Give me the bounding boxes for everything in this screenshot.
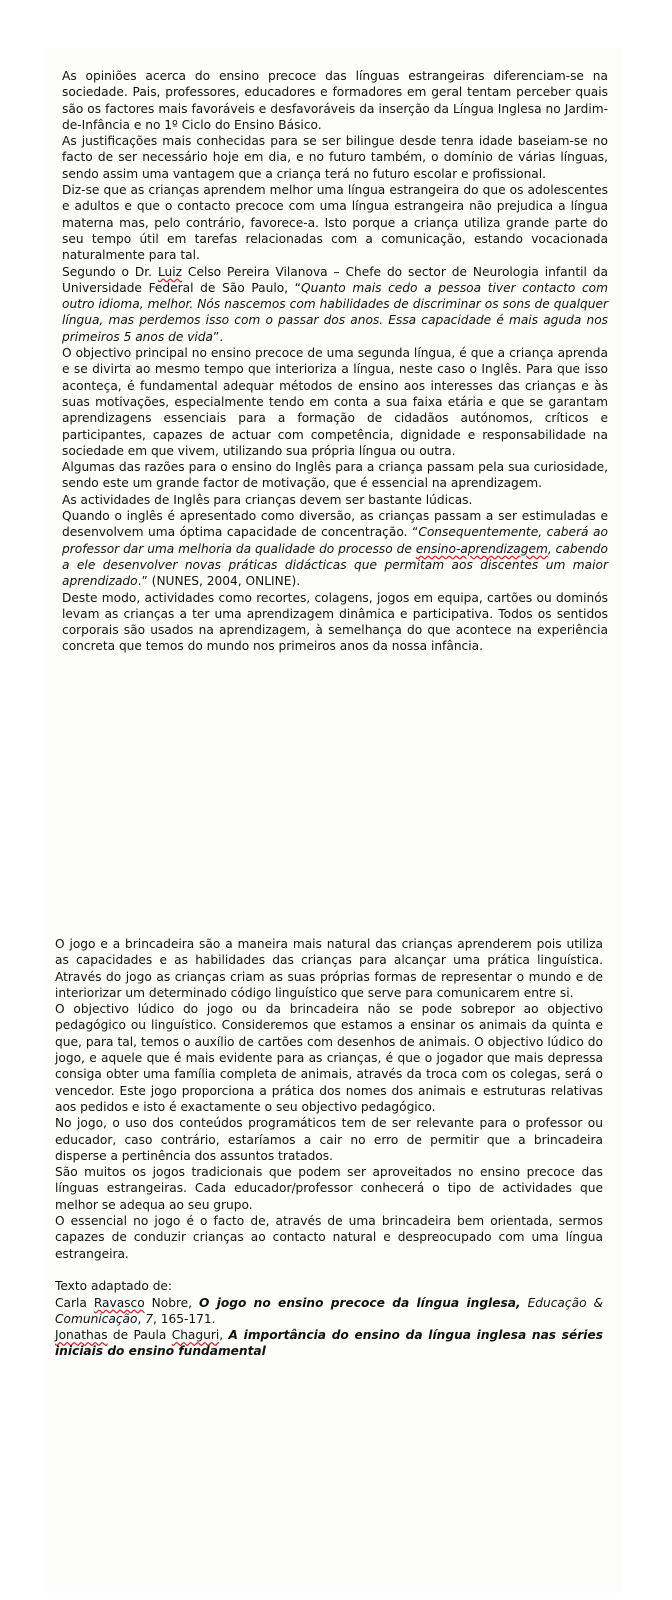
- text-segment: Deste modo, actividades como recortes, colagens, jogos em equipa, cartões ou dominós levam as crianças a ter uma aprendizagem dinâmica e participativa. Todos os sentidos corporais são usados na aprendizagem, à semelhança do que acontece na experiência concreta que temos do mundo nos primeiros anos da nossa infância.: [62, 590, 608, 654]
- paragraph: [55, 1327, 603, 1360]
- text-segment: Segundo o Dr.: [62, 264, 158, 279]
- text-segment: A importância do ensino da língua inglesa nas séries iniciais do ensino fundamental: [55, 1328, 603, 1359]
- text-segment: O jogo no ensino precoce da língua inglesa,: [199, 1295, 521, 1310]
- paragraph: [55, 1001, 603, 1115]
- paragraph: [55, 1278, 603, 1294]
- text-segment: Consequentemente, caberá ao professor dar uma melhoria da qualidade do processo de: [62, 525, 608, 556]
- text-segment: O jogo e a brincadeira são a maneira mais natural das crianças aprenderem pois utiliza as capacidades e as habilidades das crianças para alcançar uma prática linguística. Através do jogo as crianças criam as suas próprias formas de representar o mundo e de interiorizar um determinado código linguístico que serve para comunicarem entre si.: [55, 937, 603, 1000]
- paragraph: [62, 508, 608, 589]
- paragraph: [62, 264, 608, 345]
- text-segment: Carla: [55, 1295, 94, 1310]
- paragraph: [62, 492, 608, 508]
- text-segment: As justificações mais conhecidas para se ser bilingue desde tenra idade baseiam-se no facto de ser necessário hoje em dia, e no futuro também, o domínio de várias línguas, sendo assim uma vantagem que a criança terá no futuro escolar e profissional.: [62, 134, 608, 181]
- text-segment: No jogo, o uso dos conteúdos programáticos tem de ser relevante para o professor ou educador, caso contrário, estaríamos a cair no erro de permitir que a brincadeira disperse a pertinência dos assuntos tratados.: [55, 1116, 603, 1163]
- paragraph: [55, 1164, 603, 1213]
- paragraph: [55, 1213, 603, 1262]
- blank-line: [55, 1262, 603, 1278]
- text-segment: , 165-171.: [152, 1311, 216, 1326]
- text-segment: Quanto mais cedo a pessoa tiver contacto com outro idioma, melhor. Nós nascemos com habilidades de discriminar os sons de qualquer língua, mas perdemos isso com o passar dos anos. Essa capacidade é mais aguda nos primeiros 5 anos de vida: [62, 280, 608, 344]
- text-segment: O objectivo principal no ensino precoce de uma segunda língua, é que a criança aprenda e se divirta ao mesmo tempo que interioriza a língua, neste caso o Inglês. Para que isso aconteça, é fundamental adequar métodos de ensino aos interesses das crianças e às suas motivações, especialmente tendo em conta a sua faixa etária e que se garantam aprendizagens essenciais para a formação de cidadãos autónomos, críticos e participantes, capazes de actuar com competência, dignidade e responsabilidade na sociedade em que vivem, utilizando sua própria língua ou outra.: [62, 346, 608, 458]
- text-segment: As actividades de Inglês para crianças devem ser bastante lúdicas.: [62, 492, 473, 507]
- text-segment: 7: [145, 1311, 153, 1326]
- paragraph: [55, 1295, 603, 1328]
- spellcheck-flagged-word: Jonathas: [55, 1328, 108, 1343]
- text-segment: ,: [137, 1311, 146, 1326]
- spellcheck-flagged-word: Luiz: [157, 264, 183, 279]
- text-segment: , cabendo a ele desenvolver novas práticas didácticas que permitam aos discentes um maior aprendizado: [62, 541, 608, 589]
- text-segment: São muitos os jogos tradicionais que podem ser aproveitados no ensino precoce das línguas estrangeiras. Cada educador/professor conhecerá o tipo de actividades que melhor se adequa ao seu grupo.: [55, 1165, 603, 1212]
- text-segment: Celso Pereira Vilanova – Chefe do sector de Neurologia infantil da Universidade Federal de São Paulo, “: [62, 264, 609, 295]
- paragraph: [62, 68, 608, 133]
- text-segment: .” (NUNES, 2004, ONLINE).: [137, 574, 301, 589]
- paragraph: [62, 133, 608, 182]
- text-segment: Texto adaptado de:: [55, 1279, 173, 1294]
- paragraph: [62, 182, 608, 263]
- text-segment: Educação & Comunicação: [55, 1295, 603, 1326]
- spellcheck-flagged-word: Ravasco: [93, 1295, 145, 1310]
- paragraph: [55, 1115, 603, 1164]
- text-segment: Nobre,: [144, 1295, 200, 1310]
- text-segment: ”.: [213, 329, 224, 344]
- paragraph: [62, 459, 608, 492]
- text-segment: Quando o inglês é apresentado como diversão, as crianças passam a ser estimuladas e desenvolvem uma óptima capacidade de concentração. “: [62, 509, 608, 540]
- article-section-games-and-play: [55, 936, 603, 1360]
- paragraph: [55, 936, 603, 1001]
- text-segment: de Paula: [107, 1328, 172, 1343]
- spellcheck-flagged-word: ensino-aprendizagem: [415, 541, 548, 556]
- text-segment: O objectivo lúdico do jogo ou da brincadeira não se pode sobrepor ao objectivo pedagógico ou linguístico. Consideremos que estamos a ensinar os animais da quinta e que, para tal, temos o auxílio de cartões com desenhos de animais. O objectivo lúdico do jogo, e aquele que é mais evidente para as crianças, é que o jogador que mais depressa consiga obter uma família completa de animais, através da troca com os colegas, será o vencedor. Este jogo proporciona a prática dos nomes dos animais e estruturas relativas aos pedidos e isto é exactamente o seu objectivo pedagógico.: [55, 1002, 603, 1114]
- article-section-early-language-learning: [62, 68, 608, 655]
- text-segment: ,: [219, 1328, 229, 1343]
- paragraph: [62, 590, 608, 655]
- text-segment: As opiniões acerca do ensino precoce das línguas estrangeiras diferenciam-se na sociedade. Pais, professores, educadores e formadores em geral tentam perceber quais são os factores mais favoráveis e desfavoráveis da inserção da Língua Inglesa no Jardim-de-Infância e no 1º Ciclo do Ensino Básico.: [62, 69, 608, 132]
- text-segment: Algumas das razões para o ensino do Inglês para a criança passam pela sua curiosidade, sendo este um grande factor de motivação, que é essencial na aprendizagem.: [62, 460, 608, 491]
- paragraph: [62, 345, 608, 459]
- text-segment: Diz-se que as crianças aprendem melhor uma língua estrangeira do que os adolescentes e adultos e que o contacto precoce com uma língua estrangeira não prejudica a língua materna mas, pelo contrário, favorece-a. Isto porque a criança utiliza grande parte do seu tempo útil em tarefas relacionadas com a comunicação, estando vocacionada naturalmente para tal.: [62, 183, 608, 263]
- text-segment: O essencial no jogo é o facto de, através de uma brincadeira bem orientada, sermos capazes de conduzir crianças ao contacto natural e despreocupado com uma língua estrangeira.: [55, 1214, 603, 1261]
- spellcheck-flagged-word: Chaguri: [171, 1328, 220, 1343]
